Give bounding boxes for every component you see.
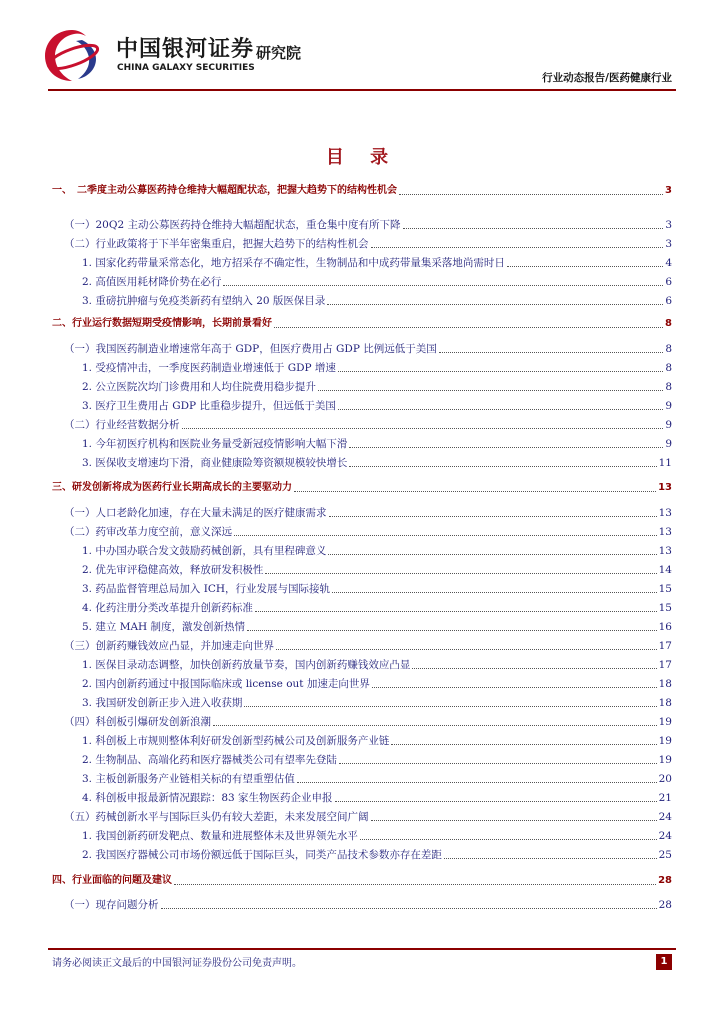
toc-entry-level-2[interactable] xyxy=(52,806,672,824)
toc-entry-level-3[interactable] xyxy=(52,271,672,289)
toc-entry-text[interactable]: 二、行业运行数据短期受疫情影响，长期前景看好 xyxy=(52,318,272,329)
toc-entry-level-3[interactable] xyxy=(52,616,672,634)
toc-entry-text[interactable]: 2. 优先审评稳健高效，释放研发积极性 xyxy=(82,564,264,576)
toc-entry-level-1[interactable] xyxy=(52,313,672,331)
toc-entry-level-1[interactable] xyxy=(52,870,672,888)
toc-leader-dots xyxy=(161,907,657,909)
toc-entry-page[interactable]: 4 xyxy=(665,257,672,269)
institute-label: 研究院 xyxy=(256,44,302,62)
toc-entry-text[interactable]: 3. 我国研发创新正步入进入收获期 xyxy=(82,697,243,709)
toc-entry-level-3[interactable] xyxy=(52,787,672,805)
toc-entry-text[interactable]: 1. 科创板上市规则整体利好研发创新型药械公司及创新服务产业链 xyxy=(82,735,390,747)
toc-entry-page[interactable]: 25 xyxy=(658,849,672,861)
toc-entry-text[interactable]: （五）药械创新水平与国际巨头仍有较大差距，未来发展空间广阔 xyxy=(64,811,369,823)
toc-entry-page[interactable]: 9 xyxy=(665,419,672,431)
toc-leader-dots xyxy=(244,705,656,707)
toc-entry-page[interactable]: 19 xyxy=(658,735,672,747)
toc-entry-page[interactable]: 24 xyxy=(658,830,672,842)
toc-entry-text[interactable]: 四、行业面临的问题及建议 xyxy=(52,875,172,886)
toc-entry-page[interactable]: 17 xyxy=(658,659,672,671)
toc-leader-dots xyxy=(329,515,657,517)
toc-entry-page[interactable]: 15 xyxy=(658,602,672,614)
toc-entry-level-3[interactable] xyxy=(52,540,672,558)
toc-entry-text[interactable]: （一）20Q2 主动公募医药持仓维持大幅超配状态，重仓集中度有所下降 xyxy=(64,219,401,231)
toc-entry-level-2[interactable] xyxy=(52,338,672,356)
toc-leader-dots xyxy=(338,370,663,372)
toc-entry-level-2[interactable] xyxy=(52,233,672,251)
toc-entry-level-2[interactable] xyxy=(52,414,672,432)
toc-entry-text[interactable]: （二）行业经营数据分析 xyxy=(64,419,180,431)
toc-entry-page[interactable]: 15 xyxy=(658,583,672,595)
toc-entry-page[interactable]: 28 xyxy=(658,899,672,911)
toc-entry-page[interactable]: 8 xyxy=(665,318,672,329)
toc-entry-level-3[interactable] xyxy=(52,730,672,748)
toc-entry-level-3[interactable] xyxy=(52,452,672,470)
toc-entry-page[interactable]: 8 xyxy=(665,343,672,355)
toc-leader-dots xyxy=(328,553,656,555)
toc-entry-page[interactable]: 8 xyxy=(665,381,672,393)
galaxy-logo-icon xyxy=(42,26,104,84)
toc-leader-dots xyxy=(182,427,664,429)
toc-entry-level-3[interactable] xyxy=(52,768,672,786)
toc-leader-dots xyxy=(371,246,664,248)
toc-entry-text[interactable]: （二）药审改革力度空前，意义深远 xyxy=(64,526,232,538)
toc-leader-dots xyxy=(391,743,656,745)
toc-entry-page[interactable]: 13 xyxy=(658,545,672,557)
toc-entry-text[interactable]: 1. 中办国办联合发文鼓励药械创新，具有里程碑意义 xyxy=(82,545,327,557)
toc-entry-text[interactable]: 1. 今年初医疗机构和医院业务量受新冠疫情影响大幅下滑 xyxy=(82,438,348,450)
footer-disclaimer[interactable]: 请务必阅读正文最后的中国银河证券股份公司免责声明。 xyxy=(52,958,302,969)
toc-leader-dots xyxy=(349,446,663,448)
toc-entry-level-3[interactable] xyxy=(52,578,672,596)
toc-entry-text[interactable]: 3. 医疗卫生费用占 GDP 比重稳步提升，但远低于美国 xyxy=(82,400,336,412)
toc-entry-page[interactable]: 19 xyxy=(658,754,672,766)
toc-entry-level-2[interactable] xyxy=(52,521,672,539)
toc-title: 目 录 xyxy=(325,147,399,168)
toc-leader-dots xyxy=(234,534,657,536)
toc-entry-level-3[interactable] xyxy=(52,844,672,862)
toc-entry-page[interactable]: 18 xyxy=(658,678,672,690)
toc-entry-page[interactable]: 14 xyxy=(658,564,672,576)
toc-leader-dots xyxy=(507,265,663,267)
toc-entry-page[interactable]: 21 xyxy=(658,792,672,804)
toc-leader-dots xyxy=(338,408,663,410)
toc-entry-page[interactable]: 6 xyxy=(665,276,672,288)
toc-entry-level-3[interactable] xyxy=(52,692,672,710)
toc-entry-text[interactable]: 3. 药品监督管理总局加入 ICH，行业发展与国际接轨 xyxy=(82,583,331,595)
toc-entry-page[interactable]: 13 xyxy=(658,482,672,493)
toc-leader-dots xyxy=(371,819,657,821)
toc-entry-page[interactable]: 18 xyxy=(658,697,672,709)
header-divider xyxy=(48,89,676,91)
toc-leader-dots xyxy=(349,465,656,467)
toc-entry-text[interactable]: （一）现存问题分析 xyxy=(64,899,159,911)
toc-entry-level-3[interactable] xyxy=(52,654,672,672)
toc-entry-text[interactable]: 2. 国内创新药通过中报国际临床或 license out 加速走向世界 xyxy=(82,678,370,690)
toc-entry-page[interactable]: 17 xyxy=(658,640,672,652)
toc-leader-dots xyxy=(403,227,664,229)
toc-entry-level-2[interactable] xyxy=(52,635,672,653)
toc-entry-page[interactable]: 3 xyxy=(665,219,672,231)
toc-leader-dots xyxy=(412,667,656,669)
toc-entry-text[interactable]: 3. 主板创新服务产业链相关标的有望重塑估值 xyxy=(82,773,295,785)
toc-entry-page[interactable]: 28 xyxy=(658,875,672,886)
page-header xyxy=(0,0,724,100)
toc-entry-level-2[interactable] xyxy=(52,214,672,232)
toc-entry-page[interactable]: 9 xyxy=(665,400,672,412)
toc-leader-dots xyxy=(318,389,663,391)
toc-leader-dots xyxy=(265,572,656,574)
page-number: 1 xyxy=(656,954,672,970)
toc-leader-dots xyxy=(335,800,657,802)
toc-leader-dots xyxy=(399,193,663,195)
toc-leader-dots xyxy=(213,724,657,726)
toc-entry-text[interactable]: 1. 国家化药带量采常态化，地方招采存不确定性，生物制品和中成药带量集采落地尚需时日 xyxy=(82,257,505,269)
toc-leader-dots xyxy=(223,284,663,286)
toc-leader-dots xyxy=(247,629,657,631)
toc-entry-level-3[interactable] xyxy=(52,433,672,451)
toc-entry-level-3[interactable] xyxy=(52,673,672,691)
toc-leader-dots xyxy=(444,857,657,859)
toc-entry-level-3[interactable] xyxy=(52,559,672,577)
toc-entry-page[interactable]: 13 xyxy=(658,507,672,519)
report-type-label: 行业动态报告/医药健康行业 xyxy=(542,72,672,84)
toc-entry-text[interactable]: （一）我国医药制造业增速常年高于 GDP，但医疗费用占 GDP 比例远低于美国 xyxy=(64,343,437,355)
brand-name-cn: 中国银河证券 xyxy=(116,37,255,62)
toc-leader-dots xyxy=(339,762,657,764)
toc-entry-level-3[interactable] xyxy=(52,252,672,270)
toc-entry-level-1[interactable] xyxy=(52,180,672,198)
toc-leader-dots xyxy=(360,838,657,840)
toc-entry-text[interactable]: 2. 公立医院次均门诊费用和人均住院费用稳步提升 xyxy=(82,381,316,393)
toc-entry-text[interactable]: 5. 建立 MAH 制度，激发创新热情 xyxy=(82,621,246,633)
toc-leader-dots xyxy=(327,303,663,305)
toc-entry-level-3[interactable] xyxy=(52,749,672,767)
toc-leader-dots xyxy=(274,326,663,328)
toc-leader-dots xyxy=(294,490,656,492)
toc-entry-text[interactable]: 一、 二季度主动公募医药持仓维持大幅超配状态，把握大趋势下的结构性机会 xyxy=(52,185,397,196)
toc-entry-text[interactable]: 3. 重磅抗肿瘤与免疫类新药有望纳入 20 版医保目录 xyxy=(82,295,326,307)
toc-entry-text[interactable]: 1. 受疫情冲击，一季度医药制造业增速低于 GDP 增速 xyxy=(82,362,336,374)
toc-entry-level-3[interactable] xyxy=(52,597,672,615)
toc-entry-page[interactable]: 19 xyxy=(658,716,672,728)
toc-entry-level-2[interactable] xyxy=(52,502,672,520)
toc-entry-page[interactable]: 11 xyxy=(658,457,672,469)
toc-entry-page[interactable]: 13 xyxy=(658,526,672,538)
toc-entry-page[interactable]: 9 xyxy=(665,438,672,450)
toc-entry-level-2[interactable] xyxy=(52,894,672,912)
toc-entry-text[interactable]: 2. 生物制品、高端化药和医疗器械类公司有望率先登陆 xyxy=(82,754,337,766)
toc-entry-level-3[interactable] xyxy=(52,825,672,843)
toc-entry-level-2[interactable] xyxy=(52,711,672,729)
toc-entry-text[interactable]: 2. 高值医用耗材降价势在必行 xyxy=(82,276,222,288)
footer-divider xyxy=(48,948,676,950)
toc-leader-dots xyxy=(297,781,657,783)
toc-entry-page[interactable]: 16 xyxy=(658,621,672,633)
toc-entry-text[interactable]: 1. 医保目录动态调整，加快创新药放量节奏，国内创新药赚钱效应凸显 xyxy=(82,659,411,671)
toc-entry-level-3[interactable] xyxy=(52,376,672,394)
toc-leader-dots xyxy=(174,883,656,885)
toc-entry-text[interactable]: 3. 医保收支增速均下滑，商业健康险筹资额规模较快增长 xyxy=(82,457,348,469)
toc-entry-text[interactable]: （三）创新药赚钱效应凸显，并加速走向世界 xyxy=(64,640,274,652)
toc-entry-text[interactable]: （二）行业政策将于下半年密集重启，把握大趋势下的结构性机会 xyxy=(64,238,369,250)
toc-entry-page[interactable]: 6 xyxy=(665,295,672,307)
toc-entry-text[interactable]: 2. 我国医疗器械公司市场份额远低于国际巨头，同类产品技术参数亦存在差距 xyxy=(82,849,442,861)
toc-entry-page[interactable]: 3 xyxy=(665,238,672,250)
toc-entry-text[interactable]: 4. 科创板申报最新情况跟踪：83 家生物医药企业申报 xyxy=(82,792,333,804)
toc-entry-page[interactable]: 24 xyxy=(658,811,672,823)
company-logo xyxy=(42,26,312,84)
toc-entry-page[interactable]: 20 xyxy=(658,773,672,785)
toc-leader-dots xyxy=(255,610,657,612)
toc-entry-page[interactable]: 8 xyxy=(665,362,672,374)
toc-leader-dots xyxy=(332,591,657,593)
toc-entry-level-3[interactable] xyxy=(52,357,672,375)
toc-leader-dots xyxy=(439,351,664,353)
toc-entry-text[interactable]: 1. 我国创新药研发靶点、数量和进展整体未及世界领先水平 xyxy=(82,830,358,842)
toc-entry-level-3[interactable] xyxy=(52,395,672,413)
toc-entry-level-1[interactable] xyxy=(52,477,672,495)
toc-leader-dots xyxy=(372,686,657,688)
toc-entry-page[interactable]: 3 xyxy=(665,185,672,196)
toc-entry-text[interactable]: 4. 化药注册分类改革提升创新药标准 xyxy=(82,602,253,614)
toc-entry-text[interactable]: （四）科创板引爆研发创新浪潮 xyxy=(64,716,211,728)
toc-leader-dots xyxy=(276,648,657,650)
toc-entry-text[interactable]: （一）人口老龄化加速，存在大量未满足的医疗健康需求 xyxy=(64,507,327,519)
toc-entry-level-3[interactable] xyxy=(52,290,672,308)
brand-name-en: CHINA GALAXY SECURITIES xyxy=(117,63,255,73)
toc-entry-text[interactable]: 三、研发创新将成为医药行业长期高成长的主要驱动力 xyxy=(52,482,292,493)
